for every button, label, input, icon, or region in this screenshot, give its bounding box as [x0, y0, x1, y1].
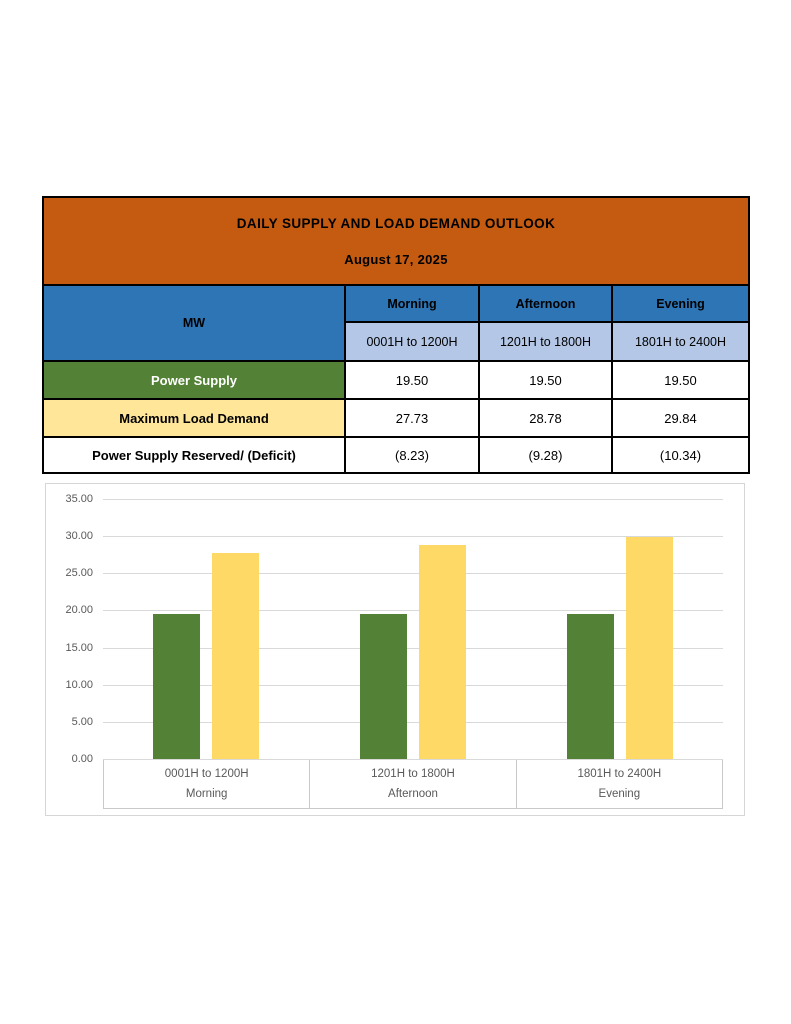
period-header-evening: Evening — [612, 285, 749, 322]
gridline — [103, 499, 723, 500]
period-header-morning: Morning — [345, 285, 479, 322]
bar-maximum-load-demand — [626, 537, 673, 759]
unit-header-cell: MW — [43, 285, 345, 361]
category-period-label: Evening — [598, 788, 641, 800]
category-label-group — [310, 760, 516, 808]
category-period-label: Morning — [185, 788, 228, 800]
report-title: DAILY SUPPLY AND LOAD DEMAND OUTLOOK — [236, 215, 556, 231]
hours-header-morning: 0001H to 1200H — [345, 322, 479, 361]
value-cell: (10.34) — [612, 437, 749, 473]
table-row-power-supply — [43, 361, 749, 399]
period-header-row — [43, 285, 749, 322]
table-row-max-load-demand — [43, 399, 749, 437]
bar-power-supply — [567, 614, 614, 759]
category-label-group — [104, 760, 310, 808]
value-cell: 19.50 — [612, 361, 749, 399]
y-axis-tick-label: 5.00 — [71, 715, 93, 728]
y-axis-tick-label: 35.00 — [65, 493, 93, 505]
hours-header-afternoon: 1201H to 1800H — [479, 322, 612, 361]
y-axis-tick-label: 10.00 — [65, 678, 93, 691]
value-cell: 27.73 — [345, 399, 479, 437]
category-hours-label: 0001H to 1200H — [164, 768, 249, 780]
value-cell: 19.50 — [479, 361, 612, 399]
value-cell: 29.84 — [612, 399, 749, 437]
value-cell: (9.28) — [479, 437, 612, 473]
period-header-afternoon: Afternoon — [479, 285, 612, 322]
report-header-cell — [43, 197, 749, 285]
supply-demand-table — [42, 196, 750, 474]
report-date: August 17, 2025 — [344, 251, 448, 267]
hours-header-evening: 1801H to 2400H — [612, 322, 749, 361]
row-label-reserve-deficit: Power Supply Reserved/ (Deficit) — [43, 437, 345, 473]
row-label-max-load-demand: Maximum Load Demand — [43, 399, 345, 437]
bar-power-supply — [153, 614, 200, 759]
row-label-power-supply: Power Supply — [43, 361, 345, 399]
category-period-label: Afternoon — [388, 788, 438, 800]
y-axis-tick-label: 25.00 — [65, 567, 93, 580]
bar-maximum-load-demand — [212, 553, 259, 759]
category-label-group — [517, 760, 722, 808]
value-cell: (8.23) — [345, 437, 479, 473]
table-row-reserve-deficit — [43, 437, 749, 473]
y-axis-tick-label: 20.00 — [65, 604, 93, 617]
gridline — [103, 759, 723, 760]
bar-maximum-load-demand — [419, 545, 466, 759]
value-cell: 19.50 — [345, 361, 479, 399]
category-axis — [103, 759, 723, 809]
bar-power-supply — [360, 614, 407, 759]
category-hours-label: 1801H to 2400H — [577, 768, 662, 780]
value-cell: 28.78 — [479, 399, 612, 437]
table-title-row — [43, 197, 749, 285]
category-hours-label: 1201H to 1800H — [371, 768, 455, 780]
bar-chart — [45, 483, 745, 816]
y-axis-tick-label: 15.00 — [65, 641, 93, 654]
y-axis-tick-label: 30.00 — [65, 530, 93, 543]
y-axis-tick-label: 0.00 — [71, 753, 93, 765]
